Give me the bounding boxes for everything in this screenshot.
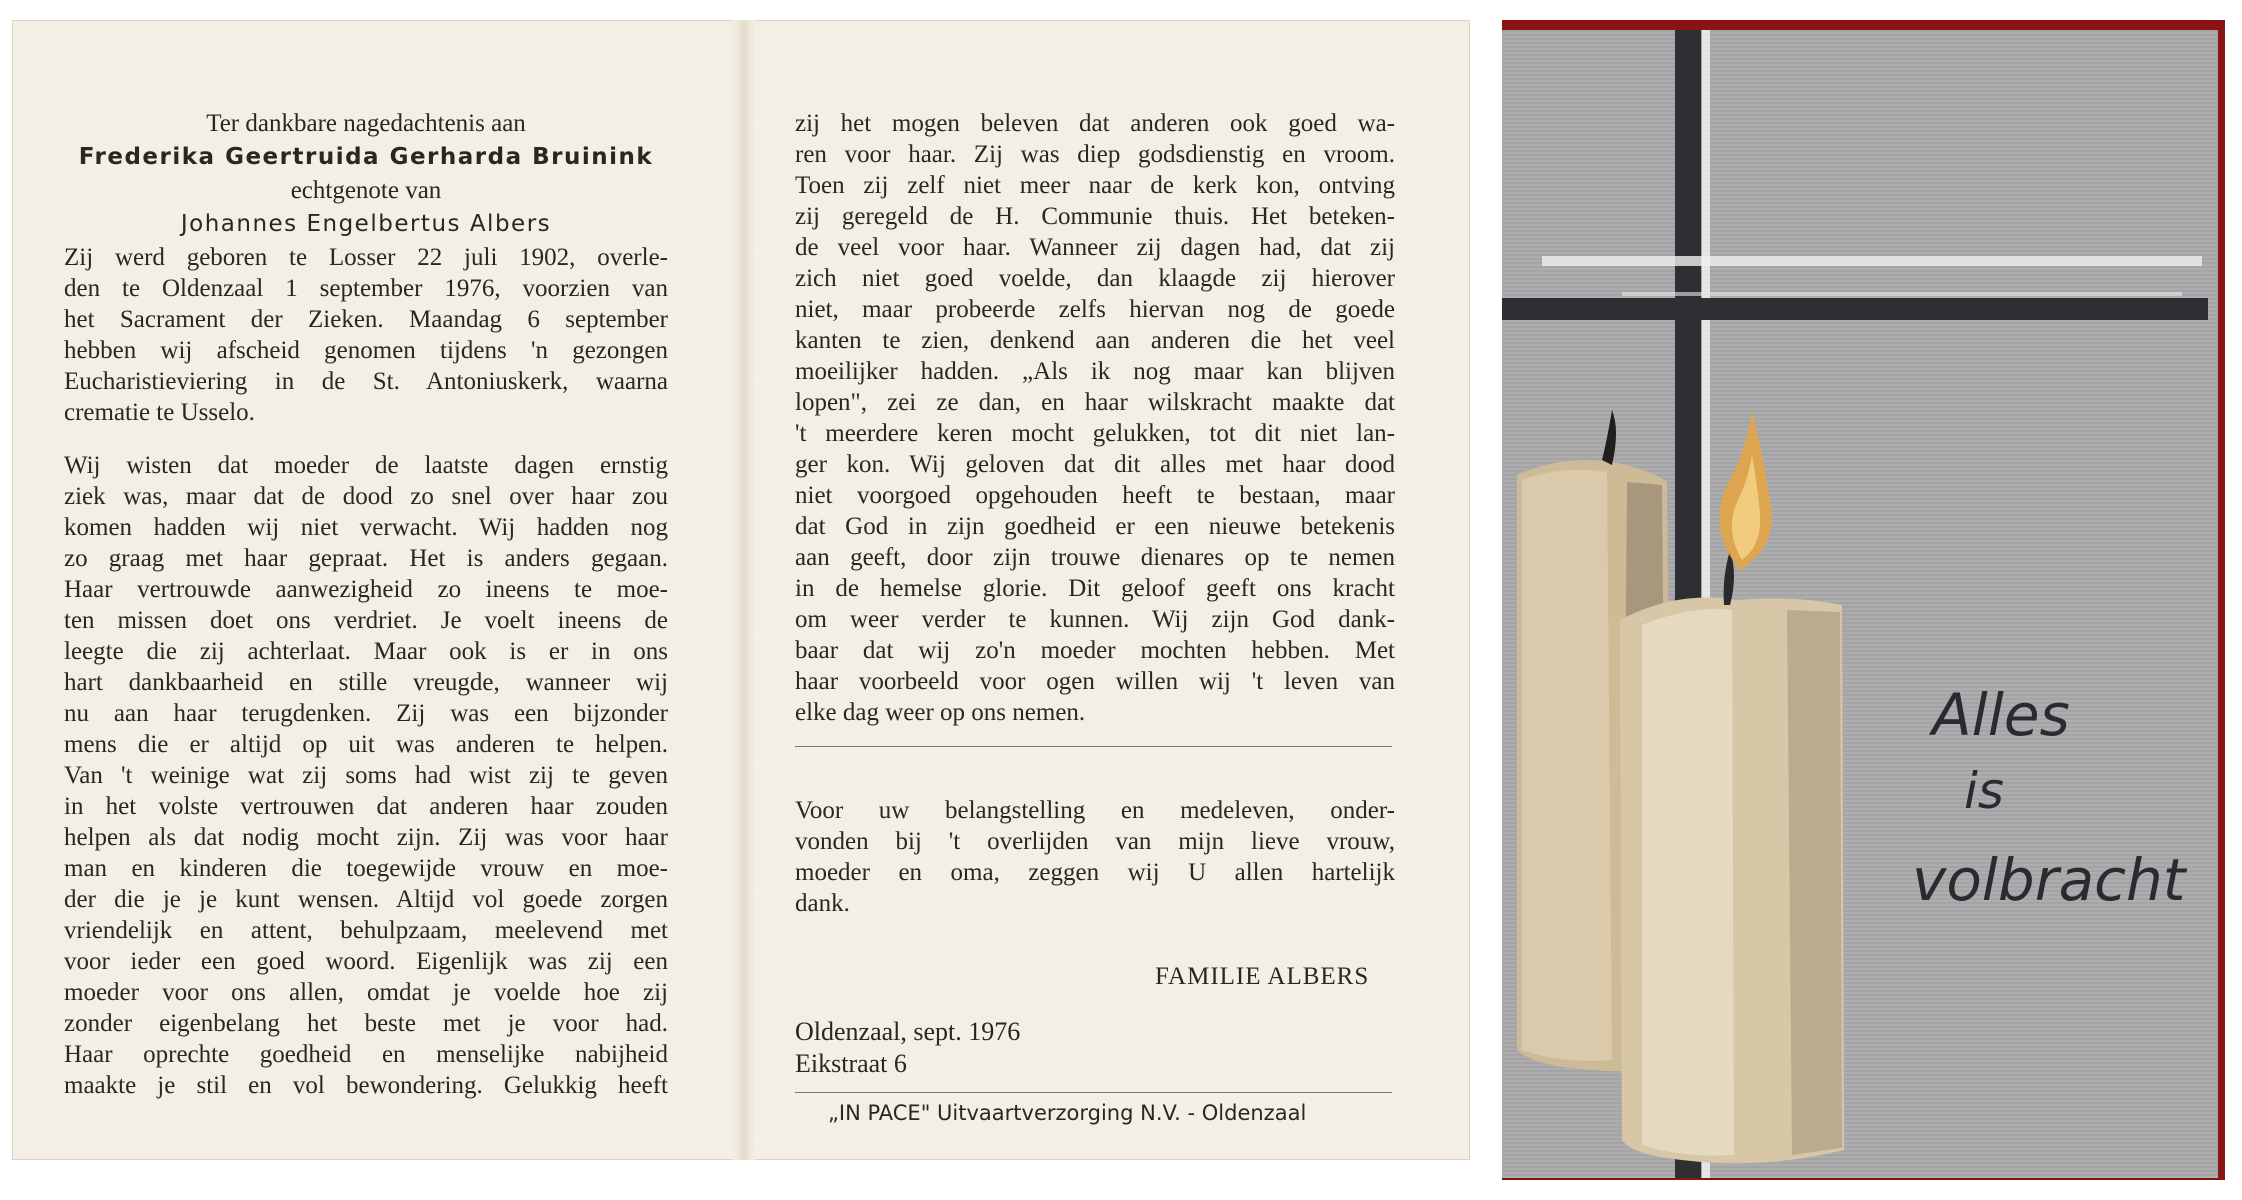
- text-line: vonden bij 't overlijden van mijn lieve vrouw,: [795, 828, 1395, 855]
- text-line: moeder en oma, zeggen wij U allen hartelijk: [795, 859, 1395, 886]
- remembrance-paragraph: [64, 450, 668, 1101]
- text-line: ren voor haar. Zij was diep godsdienstig en vroom.: [795, 141, 1395, 168]
- printer-divider: [795, 1092, 1392, 1093]
- relation-text: echtgenote van: [290, 177, 442, 204]
- cover-illustration: [1502, 30, 2218, 1178]
- card-fold: [733, 20, 755, 1160]
- text-line: Toen zij zelf niet meer naar de kerk kon, ontving: [795, 172, 1395, 199]
- flame-icon: [1719, 410, 1772, 570]
- text-line: Van 't weinige wat zij soms had wist zij te geven: [64, 762, 668, 789]
- text-line: dank.: [795, 890, 850, 917]
- text-line: Zij werd geboren te Losser 22 juli 1902, overle-: [64, 244, 668, 271]
- text-line: leegte die zij achterlaat. Maar ook is er in ons: [64, 638, 668, 665]
- text-line: zo graag met haar gepraat. Het is anders gegaan.: [64, 545, 668, 572]
- text-line: zij het mogen beleven dat anderen ook goed wa-: [795, 110, 1395, 137]
- text-line: helpen als dat nodig mocht zijn. Zij was voor haar: [64, 824, 668, 851]
- text-line: in het volste vertrouwen dat anderen haar zouden: [64, 793, 668, 820]
- text-line: hebben wij afscheid genomen tijdens 'n gezongen: [64, 337, 668, 364]
- text-line: niet, maar probeerde zelfs hiervan nog de goede: [795, 296, 1395, 323]
- text-line: niet voorgoed opgehouden heeft te bestaan, maar: [795, 482, 1395, 509]
- text-line: zich niet goed voelde, dan klaagde zij hierover: [795, 265, 1395, 292]
- biography-paragraph: [64, 242, 668, 428]
- text-line: Haar vertrouwde aanwezigheid zo ineens te moe-: [64, 576, 668, 603]
- title-line-3: volbracht: [1912, 846, 2186, 914]
- text-line: voor ieder een goed woord. Eigenlijk was zij een: [64, 948, 668, 975]
- text-line: de veel voor haar. Wanneer zij dagen had, dat zij: [795, 234, 1395, 261]
- text-line: in de hemelse glorie. Dit geloof geeft ons kracht: [795, 575, 1395, 602]
- text-line: man en kinderen die toegewijde vrouw en moe-: [64, 855, 668, 882]
- address: Eikstraat 6: [795, 1049, 907, 1078]
- text-line: zonder eigenbelang het beste met je voor had.: [64, 1010, 668, 1037]
- title-line-1: Alles: [1932, 681, 2070, 749]
- text-line: om weer verder te kunnen. Wij zijn God dank-: [795, 606, 1395, 633]
- text-line: baar dat wij zo'n moeder mochten hebben. Met: [795, 637, 1395, 664]
- printer-credit: „IN PACE" Uitvaartverzorging N.V. - Oldenzaal: [828, 1101, 1307, 1125]
- text-line: lopen", zei ze dan, en haar wilskracht maakte dat: [795, 389, 1395, 416]
- text-line: het Sacrament der Zieken. Maandag 6 september: [64, 306, 668, 333]
- text-line: dat God in zijn goedheid er een nieuwe betekenis: [795, 513, 1395, 540]
- text-line: nu aan haar terugdenken. Zij was een bijzonder: [64, 700, 668, 727]
- right-panel: [795, 108, 1395, 728]
- text-line: der die je je kunt wensen. Altijd vol goede zorgen: [64, 886, 668, 913]
- text-line: zij geregeld de H. Communie thuis. Het beteken-: [795, 203, 1395, 230]
- text-line: 't meerdere keren mocht gelukken, tot dit niet lan-: [795, 420, 1395, 447]
- title-line-2: is: [1964, 762, 2004, 820]
- text-line: haar voorbeeld voor ogen willen wij 't leven van: [795, 668, 1395, 695]
- candle-icon: [1620, 550, 1844, 1163]
- text-line: kanten te zien, denkend aan anderen die het veel: [795, 327, 1395, 354]
- text-line: Haar oprechte goedheid en menselijke nabijheid: [64, 1041, 668, 1068]
- text-line: hart dankbaarheid en stille vreugde, wanneer wij: [64, 669, 668, 696]
- text-line: ger kon. Wij geloven dat dit alles met haar dood: [795, 451, 1395, 478]
- text-line: mens die er altijd op uit was anderen te helpen.: [64, 731, 668, 758]
- text-line: Voor uw belangstelling en medeleven, onder-: [795, 797, 1395, 824]
- spouse-name: Johannes Engelbertus Albers: [180, 211, 552, 237]
- text-line: Wij wisten dat moeder de laatste dagen ernstig: [64, 452, 668, 479]
- text-line: ziek was, maar dat de dood zo snel over haar zou: [64, 483, 668, 510]
- deceased-name: Frederika Geertruida Gerharda Bruinink: [78, 144, 654, 170]
- text-line: den te Oldenzaal 1 september 1976, voorzien van: [64, 275, 668, 302]
- intro-text: Ter dankbare nagedachtenis aan: [206, 110, 526, 137]
- faith-paragraph: [795, 108, 1395, 728]
- text-line: ten missen doet ons verdriet. Je voelt ineens de: [64, 607, 668, 634]
- left-panel: [64, 108, 668, 1101]
- text-line: Eucharistieviering in de St. Antoniuskerk, waarna: [64, 368, 668, 395]
- place-date: Oldenzaal, sept. 1976: [795, 1017, 1021, 1046]
- text-line: elke dag weer op ons nemen.: [795, 699, 1086, 726]
- text-line: vriendelijk en attent, behulpzaam, meelevend met: [64, 917, 668, 944]
- text-line: aan geeft, door zijn trouwe dienares op te nemen: [795, 544, 1395, 571]
- text-line: komen hadden wij niet verwacht. Wij hadden nog: [64, 514, 668, 541]
- place-and-address: [795, 1016, 1020, 1080]
- divider-rule: [795, 746, 1392, 747]
- cover-title: [1912, 681, 2188, 914]
- text-line: moeilijker hadden. „Als ik nog maar kan blijven: [795, 358, 1395, 385]
- text-line: moeder voor ons allen, omdat je voelde hoe zij: [64, 979, 668, 1006]
- family-signature: FAMILIE ALBERS: [1155, 963, 1370, 990]
- thanks-paragraph: [795, 795, 1395, 919]
- text-line: maakte je stil en vol bewondering. Gelukkig heeft: [64, 1072, 668, 1099]
- text-line: crematie te Usselo.: [64, 399, 255, 426]
